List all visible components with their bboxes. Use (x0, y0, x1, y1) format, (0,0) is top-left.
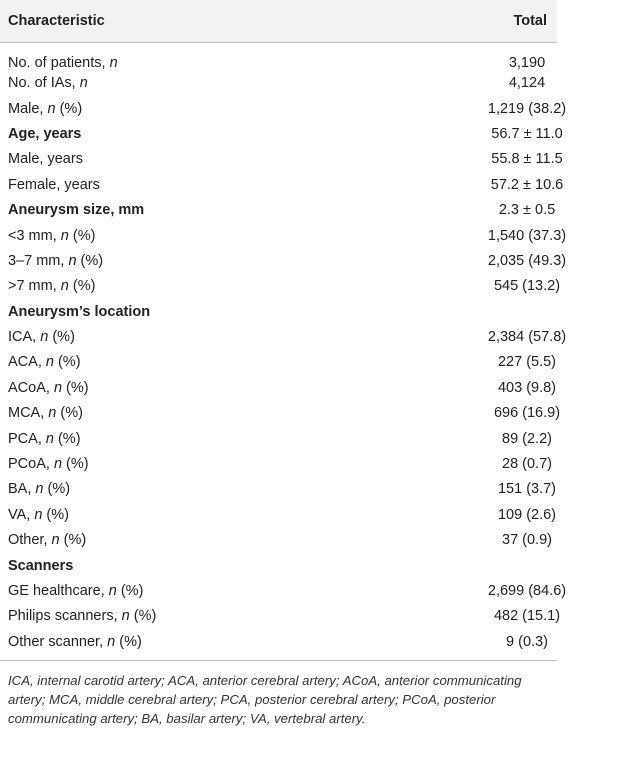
row-label-text: No. of IAs, (8, 75, 80, 92)
table-row (0, 502, 557, 527)
row-label (0, 248, 377, 273)
row-value: 482 (15.1) (493, 608, 561, 625)
table-row (0, 629, 557, 654)
row-value: 4,124 (508, 75, 546, 92)
row-label-text: <3 mm, (8, 227, 61, 244)
table-header-row (0, 0, 557, 42)
row-label-suffix: (%) (42, 506, 69, 523)
row-label-text: Aneurysm size, mm (8, 202, 145, 219)
table-row (0, 248, 557, 273)
row-label-suffix: (%) (115, 633, 142, 650)
table-row (0, 42, 557, 71)
row-label (0, 172, 377, 197)
row-label-text: No. of patients, (8, 54, 110, 71)
row-value: 545 (13.2) (493, 278, 561, 295)
row-label (0, 223, 377, 248)
table-row (0, 528, 557, 553)
row-value: 403 (9.8) (497, 379, 557, 396)
row-label-suffix: (%) (56, 405, 83, 422)
table-body (0, 42, 567, 654)
row-label-unit: n (60, 227, 69, 244)
row-label-unit: n (45, 354, 54, 371)
row-label-unit: n (34, 506, 43, 523)
table-row (0, 401, 557, 426)
row-label-text: Other scanner, (8, 633, 108, 650)
row-label (0, 502, 377, 527)
table-row (0, 147, 557, 172)
table-row (0, 197, 557, 222)
row-value: 9 (0.3) (506, 633, 548, 650)
header-characteristic: Characteristic (0, 0, 377, 42)
row-label-text: Male, years (8, 151, 83, 168)
row-label-text: >7 mm, (8, 278, 61, 295)
row-label (0, 401, 377, 426)
row-label (0, 528, 377, 553)
row-value: 2.3 ± 0.5 (498, 202, 556, 219)
row-label (0, 274, 377, 299)
row-label-unit: n (121, 608, 130, 625)
table-row (0, 223, 557, 248)
header-total: Total (377, 0, 557, 42)
row-label-unit: n (40, 329, 49, 346)
table-row (0, 578, 557, 603)
row-label-unit: n (47, 100, 56, 117)
row-label-text: PCA, (8, 430, 46, 447)
row-label (0, 147, 377, 172)
row-label-suffix: (%) (62, 456, 89, 473)
table-row (0, 96, 557, 121)
row-label-text: MCA, (8, 405, 49, 422)
row-value: 1,219 (38.2) (487, 100, 567, 117)
row-label (0, 426, 377, 451)
table-row (0, 553, 557, 578)
row-value (437, 299, 617, 324)
row-label-unit: n (53, 456, 63, 473)
row-label-text: Other, (8, 532, 52, 549)
row-label-text: GE healthcare, (8, 583, 109, 599)
row-label-suffix: (%) (53, 430, 81, 447)
row-label-suffix: (%) (116, 583, 144, 599)
row-value: 56.7 ± 11.0 (491, 125, 563, 142)
row-label-text: Philips scanners, (8, 608, 122, 625)
table-row (0, 426, 557, 451)
row-label-suffix: (%) (68, 227, 96, 244)
row-label (0, 604, 377, 629)
row-label-text: ACA, (8, 354, 46, 371)
row-label-text: Male, (8, 100, 48, 117)
row-label-suffix: (%) (53, 354, 81, 371)
row-label-text: BA, (8, 481, 36, 498)
table-footnote: ICA, internal carotid artery; ACA, anterior cerebral artery; ACoA, anterior communicating artery; MCA, middle cerebral artery; PCA, posterior cerebral artery; PCoA, posterior communicating artery; BA, basilar artery; VA, vertebral artery. (8, 673, 522, 727)
row-label-unit: n (60, 278, 69, 295)
table-row (0, 451, 557, 476)
table-row (0, 324, 557, 349)
table-row (0, 172, 557, 197)
row-value: 1,540 (37.3) (487, 227, 567, 244)
table-row (0, 121, 557, 146)
row-label-suffix: (%) (43, 481, 71, 498)
row-label-text: ICA, (8, 329, 41, 346)
row-label-suffix: (%) (76, 252, 104, 269)
row-value: 55.8 ± 11.5 (491, 151, 563, 168)
row-label-text: Female, years (8, 176, 100, 193)
row-label (0, 197, 377, 222)
table-row (0, 274, 557, 299)
row-label (0, 578, 377, 603)
row-label-text: PCoA, (8, 456, 54, 473)
row-label-text: 3–7 mm, (8, 252, 69, 269)
row-label-text: VA, (8, 506, 35, 523)
row-label-text: Aneurysm’s location (8, 303, 151, 320)
row-label (0, 375, 377, 400)
table-row (0, 71, 557, 96)
row-label-suffix: (%) (55, 100, 83, 117)
row-value: 151 (3.7) (497, 481, 557, 498)
row-label-text: ACoA, (8, 379, 54, 396)
row-value: 2,699 (84.6) (487, 583, 567, 599)
row-label (0, 553, 377, 578)
row-label-text: Scanners (8, 557, 74, 574)
row-label (0, 477, 377, 502)
table-row (0, 299, 557, 324)
row-label-suffix: (%) (59, 532, 87, 549)
row-label-unit: n (48, 405, 57, 422)
row-value: 2,035 (49.3) (487, 252, 567, 269)
table-row (0, 604, 557, 629)
row-label (0, 71, 377, 96)
row-label (0, 42, 377, 71)
row-label (0, 324, 377, 349)
table-row (0, 477, 557, 502)
row-label-unit: n (68, 252, 77, 269)
row-label-suffix: (%) (48, 329, 75, 346)
row-value: 109 (2.6) (497, 506, 557, 523)
row-label-unit: n (79, 75, 88, 92)
row-label-unit: n (53, 379, 63, 396)
row-value: 696 (16.9) (493, 405, 561, 422)
row-label-unit: n (107, 633, 116, 650)
row-label-unit: n (51, 532, 60, 549)
row-label-unit: n (108, 583, 117, 599)
row-value: 57.2 ± 10.6 (490, 176, 564, 193)
row-label-suffix: (%) (129, 608, 157, 625)
row-label (0, 451, 377, 476)
row-label-unit: n (35, 481, 44, 498)
table-row (0, 375, 557, 400)
row-label (0, 629, 377, 654)
row-value: 3,190 (508, 54, 546, 71)
row-value: 2,384 (57.8) (487, 329, 567, 346)
row-value: 28 (0.7) (502, 456, 552, 473)
row-value: 89 (2.2) (502, 430, 552, 447)
table-row (0, 350, 557, 375)
row-value: 227 (5.5) (497, 354, 557, 371)
row-label-unit: n (45, 430, 54, 447)
row-label (0, 350, 377, 375)
row-value: 37 (0.9) (502, 532, 552, 549)
row-label-suffix: (%) (62, 379, 89, 396)
row-label (0, 121, 377, 146)
row-value (437, 553, 617, 578)
row-label-text: Age, years (8, 125, 82, 142)
row-label-suffix: (%) (68, 278, 96, 295)
row-label (0, 299, 377, 324)
row-label-unit: n (109, 54, 118, 71)
row-label (0, 96, 377, 121)
